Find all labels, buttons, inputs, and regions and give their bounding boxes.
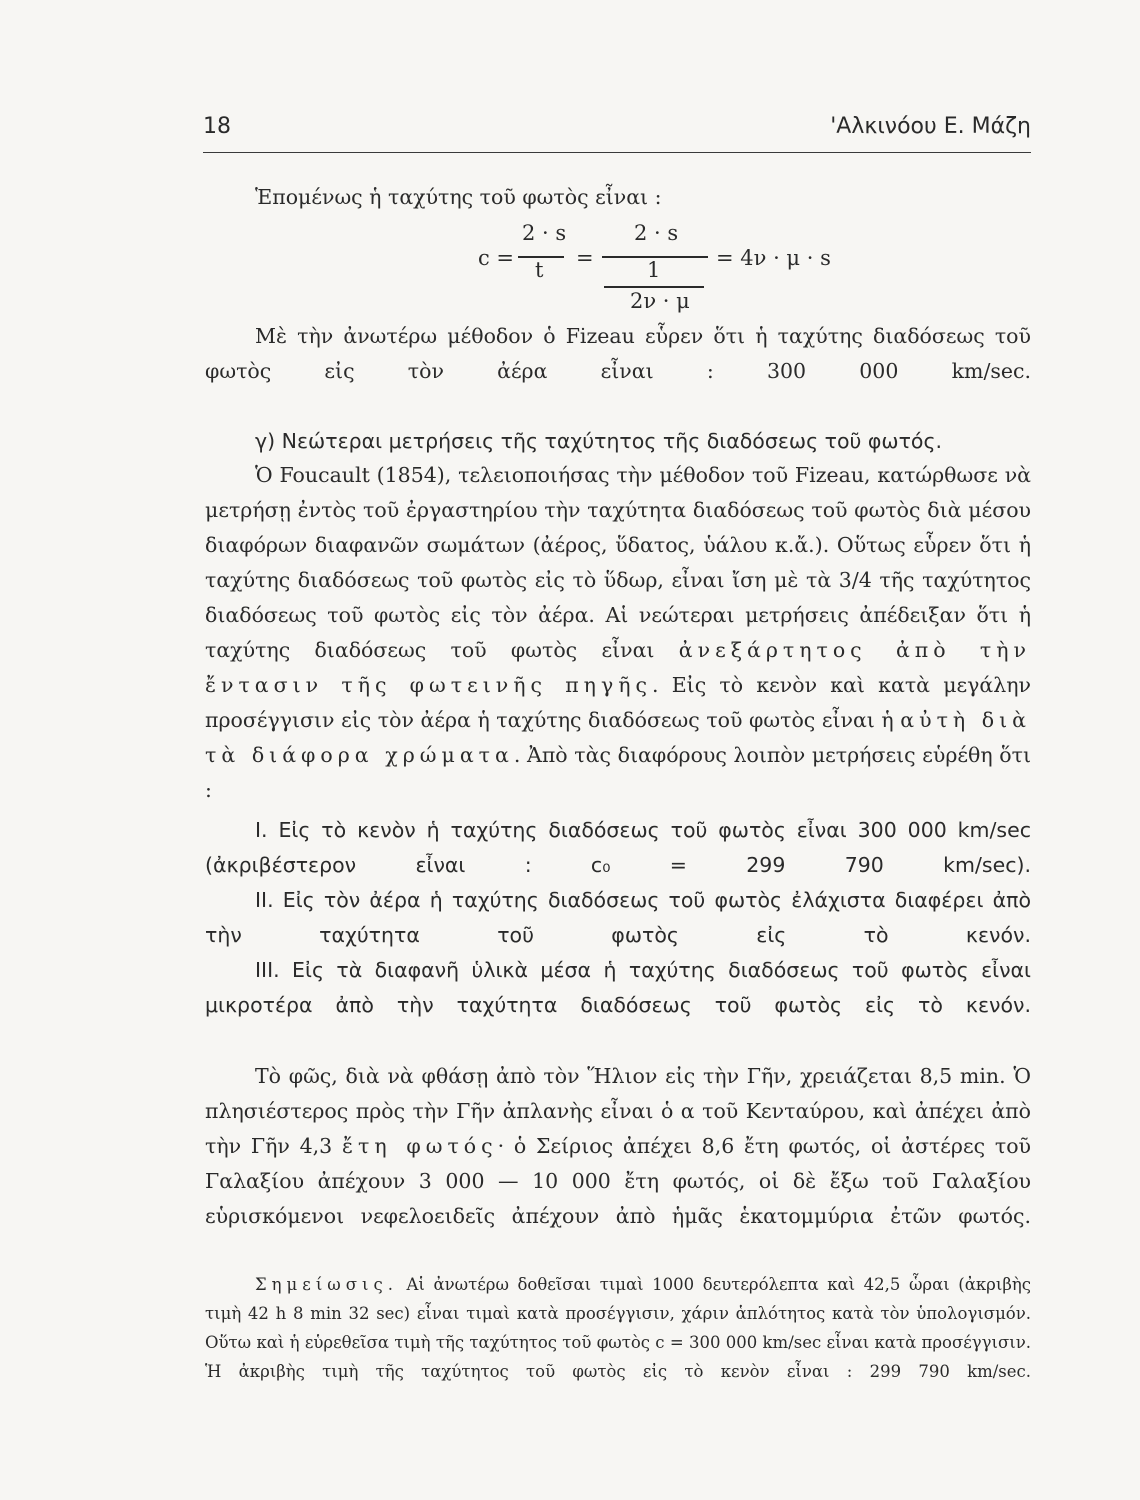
footnote-label: Σημείωσις. bbox=[255, 1275, 398, 1294]
foucault-text-3: . Ἀπὸ τὰς διαφόρους λοιπὸν μετρήσεις εὑρέθη ὅτι : bbox=[205, 743, 1031, 802]
formula-frac1-numerator: 2 · s bbox=[522, 221, 567, 245]
sun-text-1: Τὸ φῶς, διὰ νὰ φθάσῃ ἀπὸ τὸν Ἥλιον εἰς τὴν Γῆν, χρειάζεται 8,5 min. Ὁ πλησιέστερος πρὸς τὴν Γῆν ἀπλανὴς εἶναι ὁ α τοῦ Κενταύρου, καὶ ἀπέχει ἀπὸ τὴν Γῆν 4,3 bbox=[205, 1064, 1031, 1158]
formula-result: = 4ν · μ · s bbox=[716, 246, 831, 270]
formula-frac2-numerator: 2 · s bbox=[634, 221, 679, 245]
footnote-text: Αἱ ἀνωτέρω δοθεῖσαι τιμαὶ 1000 δευτερόλεπτα καὶ 42,5 ὧραι (ἀκριβὴς τιμὴ 42 h 8 min 32 sec) εἶναι τιμαὶ κατὰ προσέγγισιν, χάριν ἁπλότητος κατὰ τὸν ὑπολογισμόν. Οὕτω καὶ ἡ εὑρεθεῖσα τιμὴ τῆς ταχύτητος τοῦ φωτὸς c = 300 000 km/sec εἶναι κατὰ προσέγγισιν. Ἡ ἀκριβὴς τιμὴ τῆς ταχύτητος τοῦ φωτὸς εἰς τὸ κενὸν εἶναι : 299 790 km/sec. bbox=[205, 1275, 1031, 1381]
foucault-text-2: . Εἰς τὸ κενὸν καὶ κατὰ μεγάλην προσέγγισιν εἰς τὸν ἀέρα ἡ ταχύτης διαδόσεως τοῦ φωτὸς εἶναι ἡ bbox=[205, 673, 1031, 732]
formula-lhs: c = bbox=[478, 246, 515, 270]
formula-frac2-inner-bar bbox=[604, 286, 704, 288]
intro-line: Ἑπομένως ἡ ταχύτης τοῦ φωτὸς εἶναι : bbox=[255, 185, 662, 209]
formula-frac2-inner-denominator: 2ν · μ bbox=[630, 289, 690, 313]
section-heading: γ) Νεώτεραι μετρήσεις τῆς ταχύτητος τῆς διαδόσεως τοῦ φωτός. bbox=[255, 429, 943, 453]
running-title: 'Αλκινόου Ε. Μάζη bbox=[830, 114, 1031, 139]
foucault-emphasis-2: αὐτὴ διὰ τὰ διάφορα χρώματα bbox=[205, 708, 1031, 767]
formula-frac2-inner-numerator: 1 bbox=[647, 258, 661, 282]
sun-emphasis: ἔτη φωτός bbox=[341, 1134, 498, 1158]
page-number: 18 bbox=[203, 114, 231, 139]
paragraph-foucault bbox=[205, 458, 1031, 808]
list-item-3: ΙΙΙ. Εἰς τὰ διαφανῆ ὑλικὰ μέσα ἡ ταχύτης διαδόσεως τοῦ φωτὸς εἶναι μικροτέρα ἀπὸ τὴν ταχύτητα διαδόσεως τοῦ φωτὸς εἰς τὸ κενόν. bbox=[205, 958, 1031, 1017]
page-header bbox=[203, 112, 1031, 153]
formula-equals-1: = bbox=[576, 246, 594, 270]
paragraph-fizeau: Μὲ τὴν ἀνωτέρω μέθοδον ὁ Fizeau εὗρεν ὅτι ἡ ταχύτης διαδόσεως τοῦ φωτὸς εἰς τὸν ἀέρα εἶναι : 300 000 km/sec. bbox=[205, 324, 1031, 383]
list-item-1: Ι. Εἰς τὸ κενὸν ἡ ταχύτης διαδόσεως τοῦ φωτὸς εἶναι 300 000 km/sec (ἀκριβέστερον εἶναι : c₀ = 299 790 km/sec). bbox=[205, 818, 1031, 877]
footnote bbox=[205, 1270, 1031, 1386]
formula-frac1-denominator: t bbox=[535, 258, 544, 282]
foucault-emphasis-1: ἀνεξάρτητος ἀπὸ τὴν ἔντασιν τῆς φωτεινῆς πηγῆς bbox=[205, 638, 1031, 697]
sun-text-2: · ὁ Σείριος ἀπέχει 8,6 ἔτη φωτός, οἱ ἀστέρες τοῦ Γαλαξίου ἀπέχουν 3 000 — 10 000 ἔτη φωτός, οἱ δὲ ἔξω τοῦ Γαλαξίου εὑρισκόμενοι νεφελοειδεῖς ἀπέχουν ἀπὸ ἡμᾶς ἑκατομμύρια ἐτῶν φωτός. bbox=[205, 1134, 1031, 1228]
list-item-2: ΙΙ. Εἰς τὸν ἀέρα ἡ ταχύτης διαδόσεως τοῦ φωτὸς ἐλάχιστα διαφέρει ἀπὸ τὴν ταχύτητα τοῦ φωτὸς εἰς τὸ κενόν. bbox=[205, 888, 1031, 947]
paragraph-sun bbox=[205, 1059, 1031, 1234]
foucault-text-1: Ὁ Foucault (1854), τελειοποιήσας τὴν μέθοδον τοῦ Fizeau, κατώρθωσε νὰ μετρήσῃ ἐντὸς τοῦ ἐργαστηρίου τὴν ταχύτητα διαδόσεως τοῦ φωτὸς διὰ μέσου διαφόρων διαφανῶν σωμάτων (ἀέρος, ὕδατος, ὑάλου κ.ἄ.). Οὕτως εὗρεν ὅτι ἡ ταχύτης διαδόσεως τοῦ φωτὸς εἰς τὸ ὕδωρ, εἶναι ἴση μὲ τὰ 3/4 τῆς ταχύτητος διαδόσεως τοῦ φωτὸς εἰς τὸν ἀέρα. Αἱ νεώτεραι μετρήσεις ἀπέδειξαν ὅτι ἡ ταχύτης διαδόσεως τοῦ φωτὸς εἶναι bbox=[205, 463, 1031, 662]
